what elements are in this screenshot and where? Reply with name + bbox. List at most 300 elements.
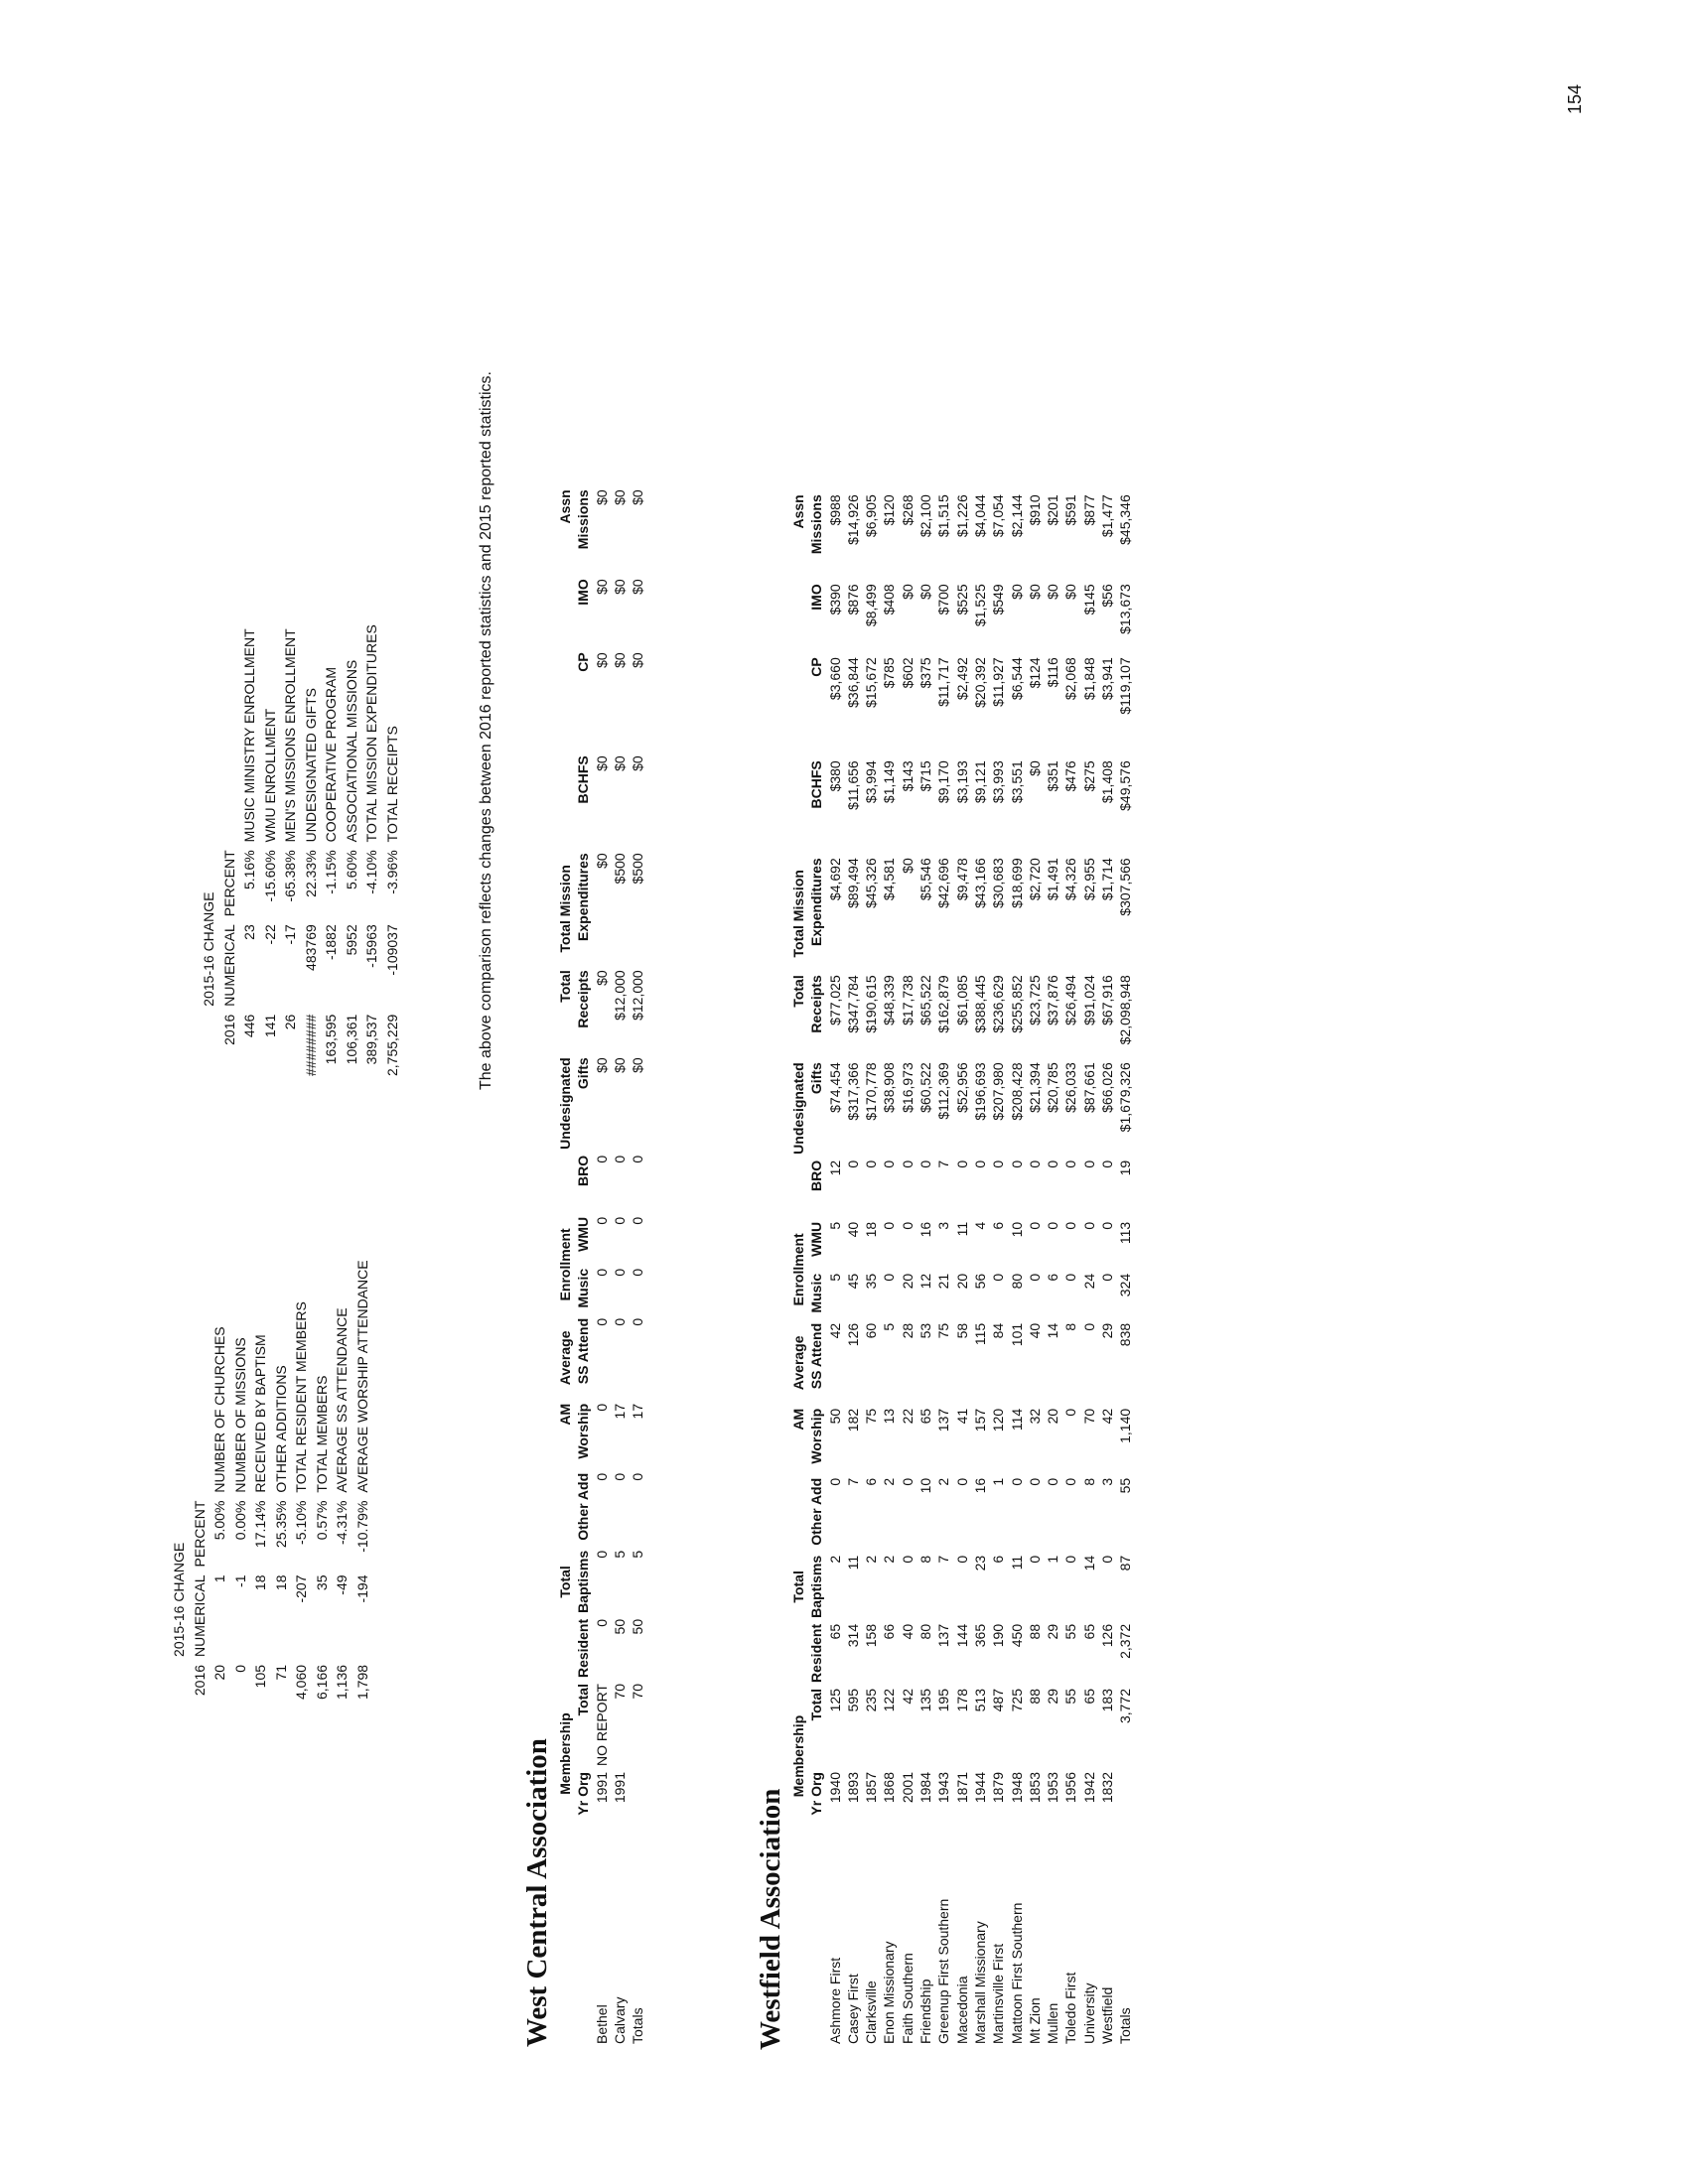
table-cell: $0 [630, 755, 646, 771]
table-cell: 80 [917, 1623, 934, 1640]
table-cell: 0 [899, 1160, 916, 1168]
table-cell: 114 [1008, 1408, 1025, 1432]
table-cell: 2 [863, 1555, 880, 1564]
summary-cell: -1.15% [323, 850, 339, 894]
table-cell: 0 [1062, 1160, 1079, 1168]
table-cell: $143 [899, 760, 916, 792]
column-group-header: Membership [790, 1714, 806, 1798]
table-cell: 126 [1099, 1623, 1116, 1648]
column-group-header [789, 581, 807, 855]
church-name: Totals [630, 2007, 646, 2044]
table-cell: 2 [881, 1477, 898, 1486]
table-cell: $1,515 [935, 494, 952, 538]
table-cell: $1,149 [881, 760, 898, 804]
table-cell: $49,576 [1117, 760, 1134, 811]
table-cell: $1,848 [1080, 657, 1097, 701]
table-cell: 0 [990, 1160, 1007, 1168]
table-cell: 0 [1080, 1322, 1097, 1331]
table-cell: 22 [899, 1408, 916, 1425]
column-header: Expenditures [808, 858, 825, 946]
table-cell: $13,673 [1117, 584, 1134, 634]
table-cell: 725 [1008, 1689, 1025, 1712]
summary-cell: 26 [282, 1014, 298, 1030]
church-name: Calvary [611, 1996, 628, 2044]
table-cell: 17 [630, 1403, 646, 1420]
table-cell: $591 [1062, 494, 1079, 526]
summary-cell: AVERAGE WORSHIP ATTENDANCE [353, 1260, 370, 1493]
table-cell: $390 [826, 584, 843, 615]
table-cell: 40 [1026, 1322, 1043, 1339]
table-cell: 0 [1045, 1221, 1061, 1230]
table-cell: $0 [611, 755, 628, 771]
table-cell: $2,144 [1008, 494, 1025, 538]
table-row [593, 486, 611, 2047]
table-cell: 0 [1008, 1160, 1025, 1168]
table-cell: 0 [1008, 1477, 1025, 1486]
column-group-header: Total [557, 1566, 573, 1598]
summary-cell: NUMBER OF CHURCHES [212, 1326, 227, 1493]
table-cell: 65 [826, 1623, 843, 1640]
summary-row [312, 1256, 333, 1704]
table-cell: 8 [917, 1555, 934, 1564]
column-group-header: Assn [790, 494, 806, 529]
summary-cell: 1 [212, 1574, 227, 1583]
table-cell: 314 [844, 1623, 861, 1648]
table-cell: $43,166 [971, 858, 988, 908]
table-cell: 88 [1026, 1623, 1043, 1640]
summary-cell: -1 [231, 1574, 248, 1587]
table-cell: 0 [593, 1216, 610, 1225]
table-cell: $0 [1026, 760, 1043, 776]
column-group-header: Total [557, 970, 573, 1003]
table-cell: 122 [881, 1689, 898, 1712]
table-cell: $23,725 [1026, 975, 1043, 1025]
table-cell: 0 [630, 1317, 646, 1326]
summary-cell: 446 [241, 1014, 257, 1038]
summary-cell: OTHER ADDITIONS [272, 1365, 289, 1493]
table-cell: 487 [990, 1689, 1007, 1712]
table-row [611, 486, 629, 2047]
column-header: IMO [808, 584, 825, 611]
summary-cell: -65.38% [282, 850, 298, 902]
table-cell: $388,445 [971, 975, 988, 1033]
table-cell: 838 [1117, 1322, 1134, 1347]
table-row [1026, 491, 1044, 2047]
summary-table-right [199, 620, 402, 1080]
table-cell: $9,170 [935, 760, 952, 804]
table-cell: 1944 [971, 1772, 988, 1804]
table-cell: 1956 [1062, 1772, 1079, 1804]
table-cell: $14,926 [844, 494, 861, 545]
table-cell: 1879 [990, 1772, 1007, 1804]
table-cell: 65 [1080, 1623, 1097, 1640]
summary-row [239, 620, 260, 1080]
table-cell: 55 [1062, 1623, 1079, 1640]
summary-header-row [169, 1256, 190, 1704]
table-cell: 0 [611, 1216, 628, 1225]
table-cell: $87,661 [1080, 1062, 1097, 1113]
west-central-title: West Central Association [521, 1738, 553, 2047]
table-cell: 14 [1045, 1322, 1061, 1339]
summary-cell: 0.57% [313, 1500, 330, 1541]
summary-cell: 1,136 [334, 1664, 350, 1700]
table-cell: 115 [971, 1322, 988, 1346]
table-row [826, 491, 844, 2047]
table-cell: $876 [844, 584, 861, 615]
summary-cell: UNDESIGNATED GIFTS [302, 688, 319, 843]
table-cell: 1991 [593, 1772, 610, 1804]
table-cell: $2,098,948 [1117, 975, 1134, 1045]
table-cell: 0 [593, 1268, 610, 1277]
table-cell: $602 [899, 657, 916, 689]
summary-spacer [169, 1256, 190, 1496]
table-cell: 29 [1099, 1322, 1116, 1339]
table-cell: 53 [917, 1322, 934, 1339]
column-group-header: Undesignated [790, 1062, 806, 1155]
table-row [1080, 491, 1098, 2047]
summary-cell: 106,361 [343, 1014, 359, 1065]
summary-cell: 22.33% [302, 850, 319, 897]
column-group-header: AM [557, 1403, 573, 1426]
table-cell: $26,494 [1062, 975, 1079, 1025]
summary-change-heading: 2015-16 CHANGE [201, 891, 216, 1007]
totals-row [629, 486, 646, 2047]
church-name: Enon Missionary [881, 1941, 898, 2044]
table-cell: 6 [990, 1221, 1007, 1230]
table-row [899, 491, 916, 2047]
column-header: SS Attend [575, 1317, 592, 1385]
table-cell: $0 [1062, 584, 1079, 600]
table-cell: 324 [1117, 1273, 1134, 1297]
table-cell: $0 [593, 755, 610, 771]
table-cell: $4,581 [881, 858, 898, 901]
table-cell: 0 [611, 1268, 628, 1277]
church-name: Friendship [917, 1979, 934, 2044]
table-cell: 10 [1008, 1221, 1025, 1238]
table-cell: $351 [1045, 760, 1061, 792]
table-cell: 70 [630, 1684, 646, 1700]
table-cell: $525 [953, 584, 970, 615]
church-name: Westfield [1099, 1986, 1116, 2044]
summary-cell: TOTAL RECEIPTS [383, 726, 400, 843]
summary-cell: 5.00% [212, 1500, 227, 1541]
summary-cell: -5.10% [293, 1500, 309, 1545]
table-cell: $9,478 [953, 858, 970, 901]
table-cell: $0 [593, 579, 610, 595]
table-cell: 1953 [1045, 1772, 1061, 1804]
table-cell: $0 [611, 579, 628, 595]
westfield-title: Westfield Association [755, 1788, 786, 2050]
table-cell: $4,044 [971, 494, 988, 538]
table-cell: $500 [611, 853, 628, 885]
column-header: Baptisms [808, 1555, 825, 1618]
column-group-header: Average [557, 1330, 573, 1386]
table-cell: $7,054 [990, 494, 1007, 538]
table-cell: $45,346 [1117, 494, 1134, 545]
table-cell: $549 [990, 584, 1007, 615]
summary-spacer [199, 1011, 219, 1080]
table-cell: 65 [917, 1408, 934, 1425]
summary-cell: -3.96% [383, 850, 400, 894]
table-cell: $52,956 [953, 1062, 970, 1113]
church-name: Bethel [593, 2004, 610, 2044]
column-header: Resident [575, 1618, 592, 1679]
table-cell: $500 [630, 853, 646, 885]
table-cell: $42,696 [935, 858, 952, 908]
table-cell: 157 [971, 1408, 988, 1433]
table-cell: 7 [844, 1477, 861, 1486]
column-group-header: Total [790, 1570, 806, 1603]
summary-row [210, 1256, 230, 1704]
table-cell: $56 [1099, 584, 1116, 608]
table-row [916, 491, 934, 2047]
table-cell: 0 [593, 1618, 610, 1627]
table-cell: $196,693 [971, 1062, 988, 1121]
table-cell: 5 [881, 1322, 898, 1331]
table-cell: $124 [1026, 657, 1043, 689]
table-cell: $21,394 [1026, 1062, 1043, 1113]
column-header: Other Add [808, 1477, 825, 1546]
column-header: Missions [808, 494, 825, 555]
column-header: Gifts [575, 1057, 592, 1090]
table-cell: 5 [826, 1273, 843, 1282]
table-cell: 40 [899, 1623, 916, 1640]
table-cell: 0 [593, 1550, 610, 1559]
column-group-header: Assn [557, 489, 573, 524]
table-cell: $17,738 [899, 975, 916, 1025]
summary-row [382, 620, 403, 1080]
table-cell: $1,714 [1099, 858, 1116, 901]
table-cell: 450 [1008, 1623, 1025, 1648]
table-cell: 0 [1080, 1160, 1097, 1168]
table-cell: $1,408 [1099, 760, 1116, 804]
table-cell: $15,672 [863, 657, 880, 708]
table-cell: $4,326 [1062, 858, 1079, 901]
summary-cell: TOTAL MISSION EXPENDITURES [363, 624, 379, 843]
table-cell: 513 [971, 1689, 988, 1712]
table-cell: 0 [1026, 1273, 1043, 1282]
table-cell: 595 [844, 1689, 861, 1712]
summary-subheader-row [190, 1256, 211, 1704]
table-cell: 0 [630, 1155, 646, 1163]
table-cell: $347,784 [844, 975, 861, 1033]
church-name: Greenup First Southern [935, 1898, 952, 2044]
table-cell: 16 [917, 1221, 934, 1238]
column-group-header [556, 1616, 574, 1681]
table-cell: $0 [611, 489, 628, 505]
table-cell: $0 [593, 652, 610, 668]
table-cell: 75 [935, 1322, 952, 1339]
table-cell: $476 [1062, 760, 1079, 792]
table-cell: 4 [971, 1221, 988, 1230]
summary-cell: NUMBER OF MISSIONS [231, 1337, 248, 1493]
table-cell: 19 [1117, 1160, 1134, 1176]
table-cell: 50 [611, 1618, 628, 1635]
column-group-header: Enrollment [557, 1228, 573, 1301]
table-row [1044, 491, 1061, 2047]
column-group-header: Membership [557, 1712, 573, 1795]
column-group-header: Undesignated [557, 1057, 573, 1150]
table-cell: 20 [899, 1273, 916, 1290]
table-cell: $3,660 [826, 657, 843, 701]
summary-cell: RECEIVED BY BAPTISM [252, 1334, 268, 1493]
table-cell: NO REPORT [593, 1684, 610, 1766]
group-header-row [556, 486, 574, 2047]
table-cell: $0 [630, 579, 646, 595]
table-cell: $3,994 [863, 760, 880, 804]
table-cell: 182 [844, 1408, 861, 1433]
table-cell: $12,000 [630, 970, 646, 1021]
table-cell: $116 [1045, 657, 1061, 688]
church-name: Clarksville [863, 1980, 880, 2044]
table-cell: 0 [953, 1160, 970, 1168]
table-cell: 178 [953, 1689, 970, 1712]
column-header: Other Add [575, 1472, 592, 1541]
summary-cell: 17.14% [252, 1500, 268, 1549]
table-cell: $190,615 [863, 975, 880, 1033]
table-cell: 16 [971, 1477, 988, 1494]
table-cell: 0 [844, 1160, 861, 1168]
table-cell: 45 [844, 1273, 861, 1290]
table-cell: 84 [990, 1322, 1007, 1339]
column-header: Baptisms [575, 1550, 592, 1613]
summary-row [250, 1256, 271, 1704]
table-cell: $11,656 [844, 760, 861, 810]
column-header: Yr Org [575, 1772, 592, 1816]
summary-spacer [169, 1661, 190, 1704]
summary-cell: ######## [302, 1014, 319, 1076]
table-cell: 0 [1062, 1408, 1079, 1417]
column-group-header [556, 1470, 574, 1548]
summary-row [260, 620, 281, 1080]
table-cell: 6 [990, 1555, 1007, 1564]
table-cell: 70 [611, 1684, 628, 1700]
table-cell: $6,905 [863, 494, 880, 538]
table-cell: 1 [1045, 1555, 1061, 1564]
table-cell: $268 [899, 494, 916, 526]
table-cell: 40 [844, 1221, 861, 1238]
column-header: Gifts [808, 1062, 825, 1095]
summary-cell: 35 [313, 1574, 330, 1591]
table-cell: $16,973 [899, 1062, 916, 1113]
table-cell: $375 [917, 657, 934, 689]
table-cell: $6,544 [1008, 657, 1025, 701]
column-group-header [556, 576, 574, 850]
table-cell: $20,785 [1045, 1062, 1061, 1113]
table-cell: $1,491 [1045, 858, 1061, 901]
table-cell: 0 [611, 1317, 628, 1326]
table-cell: 0 [1026, 1555, 1043, 1564]
table-cell: $18,699 [1008, 858, 1025, 908]
table-cell: $65,522 [917, 975, 934, 1025]
table-cell: $0 [917, 584, 934, 600]
column-header: SS Attend [808, 1322, 825, 1390]
table-cell: 35 [863, 1273, 880, 1290]
summary-cell: 483769 [302, 924, 319, 971]
table-cell: 0 [953, 1555, 970, 1564]
table-cell: 1853 [1026, 1772, 1043, 1804]
table-cell: $408 [881, 584, 898, 615]
summary-cell: 389,537 [363, 1014, 379, 1065]
summary-subheader-cell: NUMERICAL [191, 1574, 208, 1657]
table-cell: 50 [630, 1618, 646, 1635]
table-row [953, 491, 971, 2047]
column-header: BCHFS [808, 760, 825, 809]
summary-row [361, 620, 382, 1080]
column-group-header: Total Mission [557, 865, 573, 953]
column-header-row [574, 486, 592, 2047]
table-cell: $715 [917, 760, 934, 792]
table-cell: 56 [971, 1273, 988, 1290]
table-cell: $317,366 [844, 1062, 861, 1121]
table-cell: $275 [1080, 760, 1097, 792]
table-cell: 20 [953, 1273, 970, 1290]
table-cell: 1868 [881, 1772, 898, 1804]
table-cell: 58 [953, 1322, 970, 1339]
westfield-table [789, 491, 1135, 2047]
table-cell: 195 [935, 1689, 952, 1712]
table-cell: $67,916 [1099, 975, 1116, 1025]
summary-row [280, 620, 301, 1080]
summary-subheader-cell: NUMERICAL [220, 924, 237, 1007]
church-name: Mattoon First Southern [1008, 1902, 1025, 2044]
table-cell: 11 [953, 1221, 970, 1237]
column-header: Worship [575, 1403, 592, 1459]
table-cell: $2,955 [1080, 858, 1097, 901]
table-cell: 11 [1008, 1555, 1025, 1570]
summary-cell: 4,060 [293, 1664, 309, 1700]
table-cell: $112,369 [935, 1062, 952, 1120]
summary-subheader-cell: 2016 [191, 1664, 208, 1697]
table-row [862, 491, 880, 2047]
table-cell: 88 [1026, 1689, 1043, 1705]
table-cell: $201 [1045, 494, 1061, 526]
table-cell: 3 [1099, 1477, 1116, 1486]
table-cell: $26,033 [1062, 1062, 1079, 1113]
column-header: Receipts [808, 975, 825, 1033]
table-cell: 66 [881, 1623, 898, 1640]
table-cell: 3,772 [1117, 1689, 1134, 1724]
summary-spacer [199, 620, 219, 846]
table-cell: $77,025 [826, 975, 843, 1025]
table-cell: $48,339 [881, 975, 898, 1025]
table-cell: 2,372 [1117, 1623, 1134, 1659]
table-cell: $0 [630, 1057, 646, 1073]
column-group-header: Enrollment [790, 1233, 806, 1306]
summary-cell: 25.35% [272, 1500, 289, 1549]
table-cell: 0 [1062, 1273, 1079, 1282]
table-cell: 2 [826, 1555, 843, 1564]
table-cell: 80 [1008, 1273, 1025, 1290]
table-cell: 8 [1062, 1322, 1079, 1331]
table-cell: $120 [881, 494, 898, 526]
table-cell: 3 [935, 1221, 952, 1230]
table-cell: $0 [1008, 584, 1025, 600]
summary-cell: 18 [272, 1574, 289, 1591]
table-cell: 50 [826, 1408, 843, 1425]
table-cell: 0 [593, 1155, 610, 1163]
table-cell: 1991 [611, 1772, 628, 1804]
table-cell: $207,980 [990, 1062, 1007, 1121]
column-header: Missions [575, 489, 592, 550]
column-header: WMU [575, 1216, 592, 1252]
summary-cell: -207 [293, 1574, 309, 1603]
church-name: Mullen [1045, 2002, 1061, 2044]
table-cell: 137 [935, 1623, 952, 1648]
table-cell: 365 [971, 1623, 988, 1648]
table-cell: 28 [899, 1322, 916, 1339]
summary-cell: -1882 [323, 924, 339, 961]
